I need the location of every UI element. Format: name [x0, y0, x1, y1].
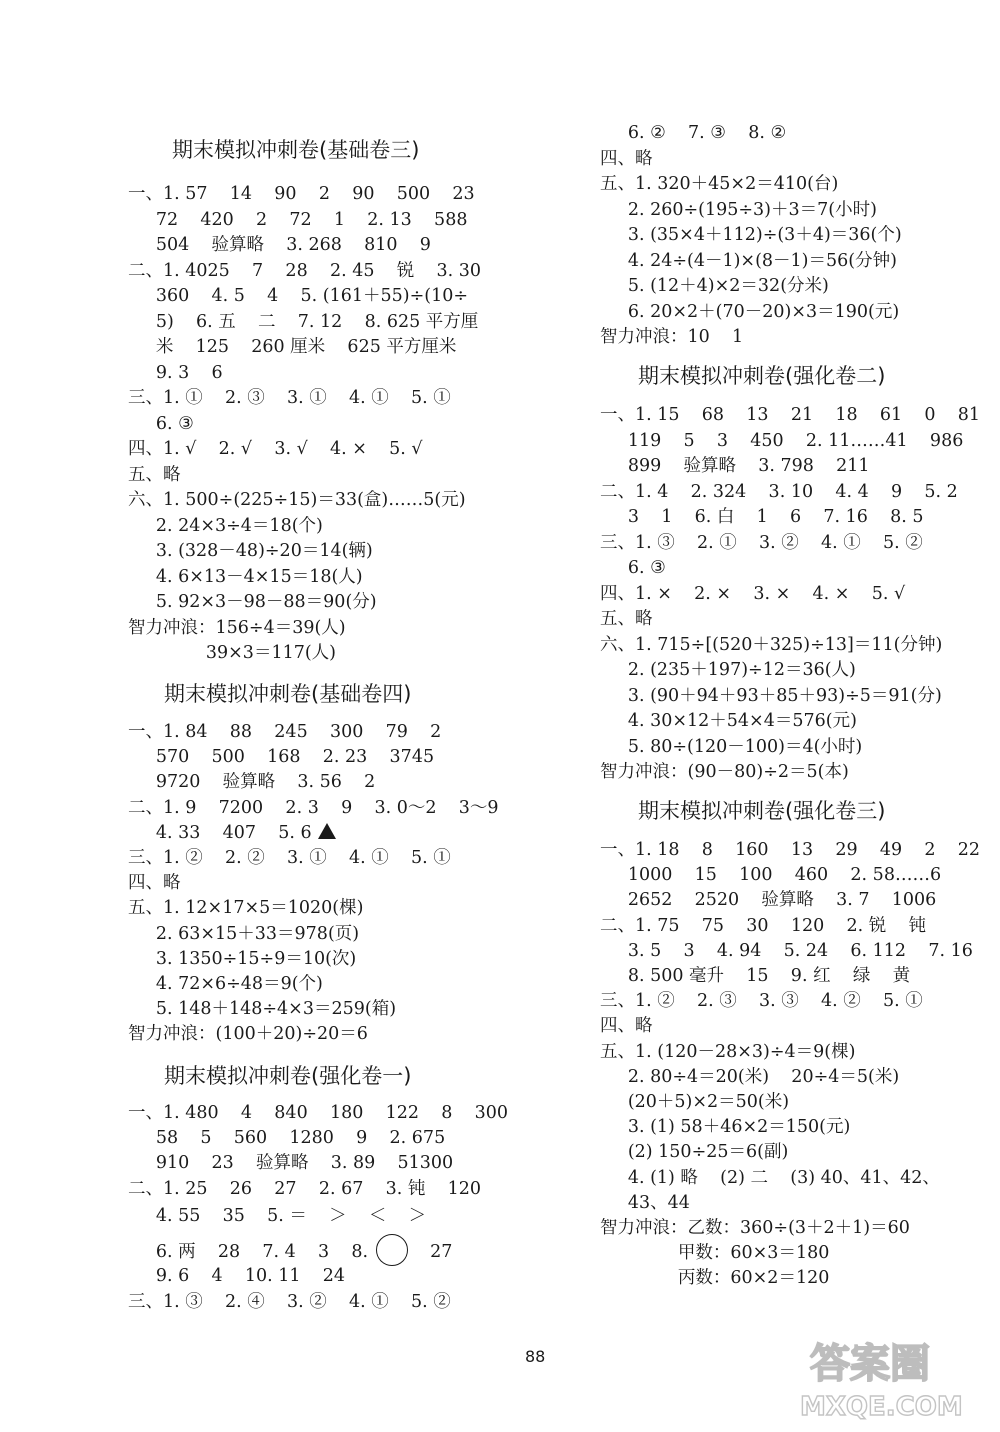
answer-line: 1000 15 100 460 2. 58……6	[600, 865, 942, 886]
answer-line: 58 5 560 1280 9 2. 675	[128, 1128, 446, 1148]
answer-line: 39×3＝117(人)	[128, 643, 337, 663]
answer-line: 504 验算略 3. 268 810 9	[128, 235, 431, 255]
answer-line: 4. 33 407 5. 6	[128, 822, 312, 843]
answer-line: 8. 500 毫升 15 9. 红 绿 黄	[600, 966, 911, 986]
answer-line: 4. 55 35 5. ＝ ＞ ＜ ＞	[128, 1206, 427, 1226]
answer-line: 4. 30×12＋54×4＝576(元)	[600, 711, 857, 731]
answer-line: 6. ③	[128, 413, 194, 434]
section-title: 期末模拟冲刺卷(强化卷三)	[638, 799, 886, 823]
answer-line: 四、略	[600, 1016, 653, 1037]
answer-line: 三、1. ③ 2. ① 3. ② 4. ① 5. ②	[600, 532, 923, 553]
answer-line: 三、1. ③ 2. ④ 3. ② 4. ① 5. ②	[128, 1292, 451, 1312]
section-title: 期末模拟冲刺卷(基础卷三)	[172, 138, 420, 162]
answer-line: 五、略	[128, 464, 181, 485]
answer-line: 6. ③	[600, 558, 666, 578]
answer-line: 智力冲浪：(100＋20)÷20＝6	[128, 1024, 368, 1045]
answer-line: 4. 6×13－4×15＝18(人)	[128, 566, 363, 587]
answer-line: 六、1. 715÷[(520＋325)÷13]＝11(分钟)	[600, 634, 943, 655]
watermark-svg	[770, 1335, 990, 1425]
answer-line: 5. 92×3－98－88＝90(分)	[128, 592, 377, 612]
section-title: 期末模拟冲刺卷(强化卷二)	[638, 364, 886, 388]
answer-line: 三、1. ② 2. ② 3. ① 4. ① 5. ①	[128, 848, 451, 868]
answer-line: 4. (1) 略 (2) 二 (3) 40、41、42、	[600, 1167, 940, 1188]
answer-line: (20＋5)×2＝50(米)	[600, 1092, 790, 1112]
answer-line: 5) 6. 五 二 7. 12 8. 625 平方厘	[128, 311, 479, 332]
answer-line: 9720 验算略 3. 56 2	[128, 772, 376, 793]
answer-line: 二、1. 9 7200 2. 3 9 3. 0～2 3～9	[128, 797, 499, 818]
answer-line: 3. 5 3 4. 94 5. 24 6. 112 7. 16	[600, 940, 973, 961]
answer-line: 四、1. √ 2. √ 3. √ 4. × 5. √	[128, 439, 423, 459]
answer-line: 丙数：60×2＝120	[600, 1268, 830, 1289]
answer-line: 一、1. 57 14 90 2 90 500 23	[128, 184, 475, 204]
answer-line: 2. (235＋197)÷12＝36(人)	[600, 660, 856, 680]
answer-line: 智力冲浪：乙数：360÷(3＋2＋1)＝60	[600, 1218, 910, 1238]
page-number: 88	[525, 1347, 546, 1366]
answer-line: 智力冲浪：10 1	[600, 327, 744, 347]
answer-line: 3. (328－48)÷20＝14(辆)	[128, 541, 373, 561]
answer-line: 智力冲浪：(90－80)÷2＝5(本)	[600, 762, 849, 782]
answer-line: 智力冲浪：156÷4＝39(人)	[128, 617, 346, 638]
answer-line: 四、略	[128, 873, 181, 894]
answer-line: 3. (35×4＋112)÷(3＋4)＝36(个)	[600, 225, 902, 245]
answer-line: 三、1. ② 2. ③ 3. ③ 4. ② 5. ①	[600, 991, 923, 1012]
answer-line: 一、1. 84 88 245 300 79 2	[128, 722, 442, 742]
answer-line: 72 420 2 72 1 2. 13 588	[128, 209, 468, 230]
answer-line: 一、1. 15 68 13 21 18 61 0 81	[600, 405, 981, 425]
answer-line: 910 23 验算略 3. 89 51300	[128, 1153, 454, 1173]
answer-line: 3 1 6. 白 1 6 7. 16 8. 5	[600, 507, 924, 527]
answer-line: 5. 80÷(120－100)＝4(小时)	[600, 736, 863, 757]
answer-line: 2. 80÷4＝20(米) 20÷4＝5(米)	[600, 1066, 900, 1087]
answer-line: 五、1. 12×17×5＝1020(棵)	[128, 898, 364, 919]
answer-line: 五、1. (120－28×3)÷4＝9(棵)	[600, 1041, 856, 1062]
watermark-bottom-text: MXQE.COM	[800, 1392, 963, 1422]
answer-line: 五、1. 320＋45×2＝410(台)	[600, 174, 839, 194]
answer-line: 米 125 260 厘米 625 平方厘米	[128, 337, 457, 357]
answer-line-with-circle	[128, 1234, 452, 1266]
answer-line: 2. 24×3÷4＝18(个)	[128, 515, 323, 536]
answer-line: 四、1. × 2. × 3. × 4. × 5. √	[600, 583, 906, 604]
answer-line: 2652 2520 验算略 3. 7 1006	[600, 890, 937, 911]
answer-line: 二、1. 75 75 30 120 2. 锐 钝	[600, 915, 926, 936]
answer-line: 4. 24÷(4－1)×(8－1)＝56(分钟)	[600, 250, 897, 271]
answer-line: 5. (12＋4)×2＝32(分米)	[600, 276, 829, 296]
answer-line: 570 500 168 2. 23 3745	[128, 747, 435, 768]
answer-line: 三、1. ① 2. ③ 3. ① 4. ① 5. ①	[128, 388, 451, 408]
answer-line: 119 5 3 450 2. 11……41 986	[600, 430, 964, 451]
watermark-top-text: 答案圈	[810, 1341, 930, 1387]
answer-line: 43、44	[600, 1192, 690, 1213]
answer-line: 一、1. 18 8 160 13 29 49 2 22	[600, 840, 981, 860]
answer-line: 3. (90＋94＋93＋85＋93)÷5＝91(分)	[600, 685, 942, 706]
answer-line: 6. ② 7. ③ 8. ②	[600, 123, 787, 143]
answer-line: 二、1. 4025 7 28 2. 45 锐 3. 30	[128, 260, 482, 281]
answer-line: 四、略	[600, 148, 653, 169]
section-title: 期末模拟冲刺卷(基础卷四)	[164, 682, 412, 706]
answer-line: 360 4. 5 4 5. (161＋55)÷(10÷	[128, 286, 469, 306]
section-title: 期末模拟冲刺卷(强化卷一)	[164, 1064, 412, 1088]
answer-line: 一、1. 480 4 840 180 122 8 300	[128, 1103, 509, 1123]
answer-line: 6. 20×2＋(70－20)×3＝190(元)	[600, 301, 900, 322]
answer-line: 6. 两 28 7. 4 3 8.	[128, 1242, 369, 1262]
answer-line: 9. 6 4 10. 11 24	[128, 1266, 346, 1286]
answer-line: 甲数：60×3＝180	[600, 1243, 830, 1264]
circle-icon	[376, 1234, 408, 1266]
watermark-logo	[770, 1335, 990, 1425]
answer-line: 二、1. 25 26 27 2. 67 3. 钝 120	[128, 1179, 482, 1199]
answer-line: 二、1. 4 2. 324 3. 10 4. 4 9 5. 2	[600, 481, 958, 502]
answer-line: 899 验算略 3. 798 211	[600, 456, 870, 476]
triangle-icon	[318, 823, 336, 839]
answer-line-with-triangle	[128, 821, 336, 845]
answer-line: 五、略	[600, 609, 653, 629]
answer-line: 3. (1) 58＋46×2＝150(元)	[600, 1117, 851, 1138]
answer-line: 2. 63×15＋33＝978(页)	[128, 923, 360, 944]
answer-line: 9. 3 6	[128, 362, 223, 383]
answer-line: 4. 72×6÷48＝9(个)	[128, 974, 323, 994]
answer-line: 5. 148＋148÷4×3＝259(箱)	[128, 999, 397, 1020]
answer-line: (2) 150÷25＝6(副)	[600, 1142, 789, 1163]
answer-line: 3. 1350÷15÷9＝10(次)	[128, 948, 357, 969]
answer-line: 六、1. 500÷(225÷15)＝33(盒)……5(元)	[128, 490, 466, 510]
circled-answer: 27	[430, 1242, 453, 1262]
answer-line: 2. 260÷(195÷3)＋3＝7(小时)	[600, 199, 877, 220]
